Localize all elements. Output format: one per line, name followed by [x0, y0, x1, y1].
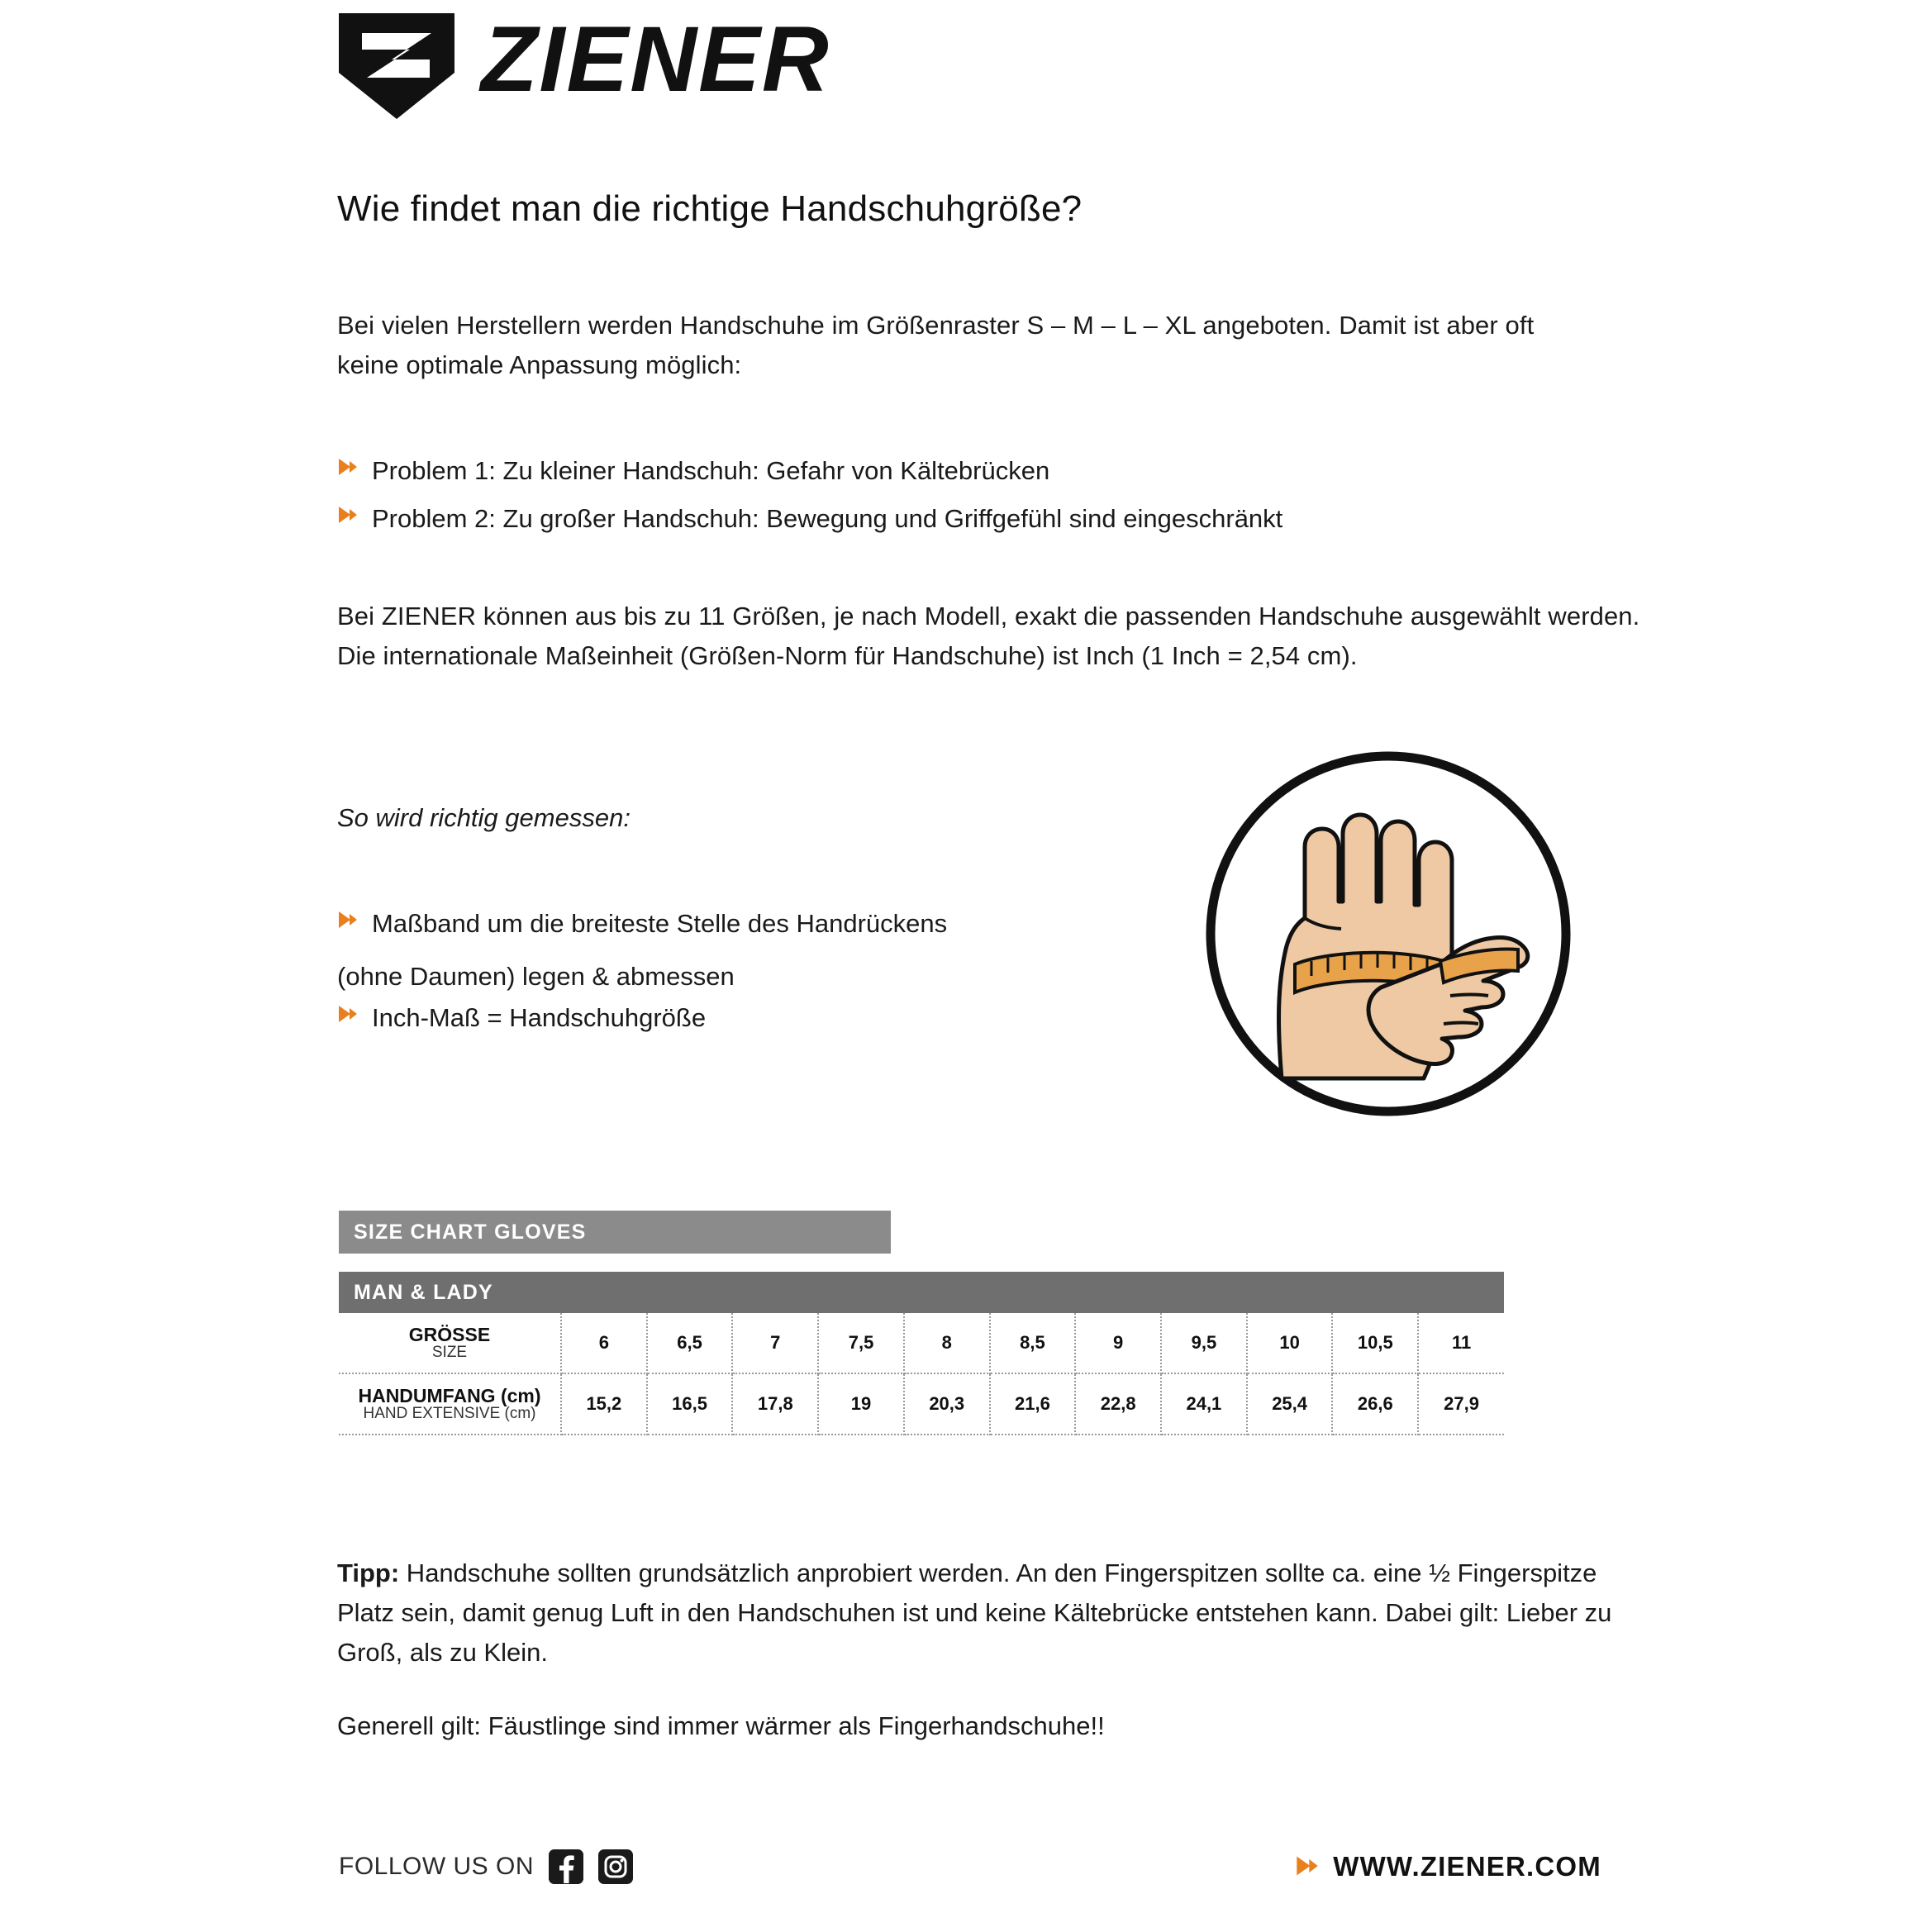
tip-paragraph [337, 1554, 1635, 1673]
measure-cell: 27,9 [1418, 1373, 1504, 1435]
ziener-logo [331, 8, 959, 124]
measure-cell: 19 [818, 1373, 904, 1435]
tip-label: Tipp: [337, 1558, 400, 1587]
general-note: Generell gilt: Fäustlinge sind immer wärmer als Fingerhandschuhe!! [337, 1711, 1105, 1740]
measure-step-2-row [337, 1000, 706, 1036]
size-chart [339, 1211, 1504, 1435]
size-cell: 9 [1075, 1313, 1161, 1373]
facebook-icon[interactable] [549, 1849, 583, 1884]
measure-cell: 15,2 [561, 1373, 647, 1435]
table-row [339, 1313, 1504, 1373]
svg-text:ZIENER: ZIENER [481, 8, 830, 111]
size-cell: 8 [904, 1313, 990, 1373]
page-title: Wie findet man die richtige Handschuhgröße? [337, 188, 1083, 229]
problem-1-label: Problem 1: Zu kleiner Handschuh: Gefahr von Kältebrücken [372, 456, 1050, 485]
measure-step-2-label: Inch-Maß = Handschuhgröße [372, 1003, 707, 1032]
problem-2-row [337, 501, 1282, 537]
measure-cell: 25,4 [1247, 1373, 1333, 1435]
problem-2-label: Problem 2: Zu großer Handschuh: Bewegung und Griffgefühl sind eingeschränkt [372, 504, 1283, 533]
measure-step-1-continuation: (ohne Daumen) legen & abmessen [337, 962, 735, 991]
size-chart-table [339, 1313, 1504, 1435]
measure-step-1-row [337, 906, 947, 942]
size-cell: 11 [1418, 1313, 1504, 1373]
row-header-circumference-de: HANDUMFANG (cm) [358, 1384, 541, 1406]
size-cell: 10,5 [1332, 1313, 1418, 1373]
chevron-right-icon [337, 1003, 362, 1025]
measure-cell: 21,6 [990, 1373, 1076, 1435]
size-cell: 9,5 [1161, 1313, 1247, 1373]
chevron-right-icon [1295, 1853, 1320, 1882]
measure-cell: 26,6 [1332, 1373, 1418, 1435]
table-row [339, 1373, 1504, 1435]
website-url[interactable]: WWW.ZIENER.COM [1333, 1851, 1601, 1882]
size-cell: 6 [561, 1313, 647, 1373]
ziener-note-paragraph: Bei ZIENER können aus bis zu 11 Größen, je nach Modell, exakt die passenden Handschuhe ausgewählt werden. Die internationale Maßeinheit (Größen-Norm für Handschuhe) ist Inch (1 Inch = 2,54 cm). [337, 602, 1640, 670]
intro-paragraph: Bei vielen Herstellern werden Handschuhe im Größenraster S – M – L – XL angeboten. Damit ist aber oft keine optimale Anpassung möglich: [337, 311, 1535, 379]
footer-social [339, 1849, 633, 1884]
hand-measuring-illustration [1202, 748, 1574, 1120]
chevron-right-icon [337, 504, 362, 526]
row-header-size-en: SIZE [431, 1344, 468, 1362]
row-header-circumference [339, 1373, 561, 1435]
tip-text: Handschuhe sollten grundsätzlich anprobiert werden. An den Fingerspitzen sollte ca. eine ½ Fingerspitze Platz sein, damit genug Luft in den Handschuhen ist und keine Kältebrücke entstehen kann. Dabei gilt: Lieber zu Groß, als zu Klein. [337, 1558, 1612, 1667]
measure-cell: 24,1 [1161, 1373, 1247, 1435]
problem-1-row [337, 453, 1049, 489]
footer-website[interactable] [1295, 1851, 1601, 1882]
measure-step-1-label: Maßband um die breiteste Stelle des Handrückens [372, 909, 948, 938]
size-cell: 7,5 [818, 1313, 904, 1373]
size-chart-subtitle: MAN & LADY [339, 1272, 1504, 1313]
row-header-size [339, 1313, 561, 1373]
size-chart-title: SIZE CHART GLOVES [339, 1211, 891, 1254]
row-header-circumference-en: HAND EXTENSIVE (cm) [363, 1405, 536, 1423]
chevron-right-icon [337, 909, 362, 930]
size-cell: 6,5 [647, 1313, 733, 1373]
chevron-right-icon [337, 456, 362, 478]
measure-cell: 17,8 [732, 1373, 818, 1435]
measure-section-title: So wird richtig gemessen: [337, 803, 631, 832]
instagram-icon[interactable] [598, 1849, 633, 1884]
size-cell: 7 [732, 1313, 818, 1373]
measure-cell: 16,5 [647, 1373, 733, 1435]
size-cell: 10 [1247, 1313, 1333, 1373]
follow-us-label: FOLLOW US ON [339, 1853, 535, 1880]
row-header-size-de: GRÖSSE [408, 1323, 491, 1345]
size-cell: 8,5 [990, 1313, 1076, 1373]
measure-cell: 22,8 [1075, 1373, 1161, 1435]
measure-cell: 20,3 [904, 1373, 990, 1435]
